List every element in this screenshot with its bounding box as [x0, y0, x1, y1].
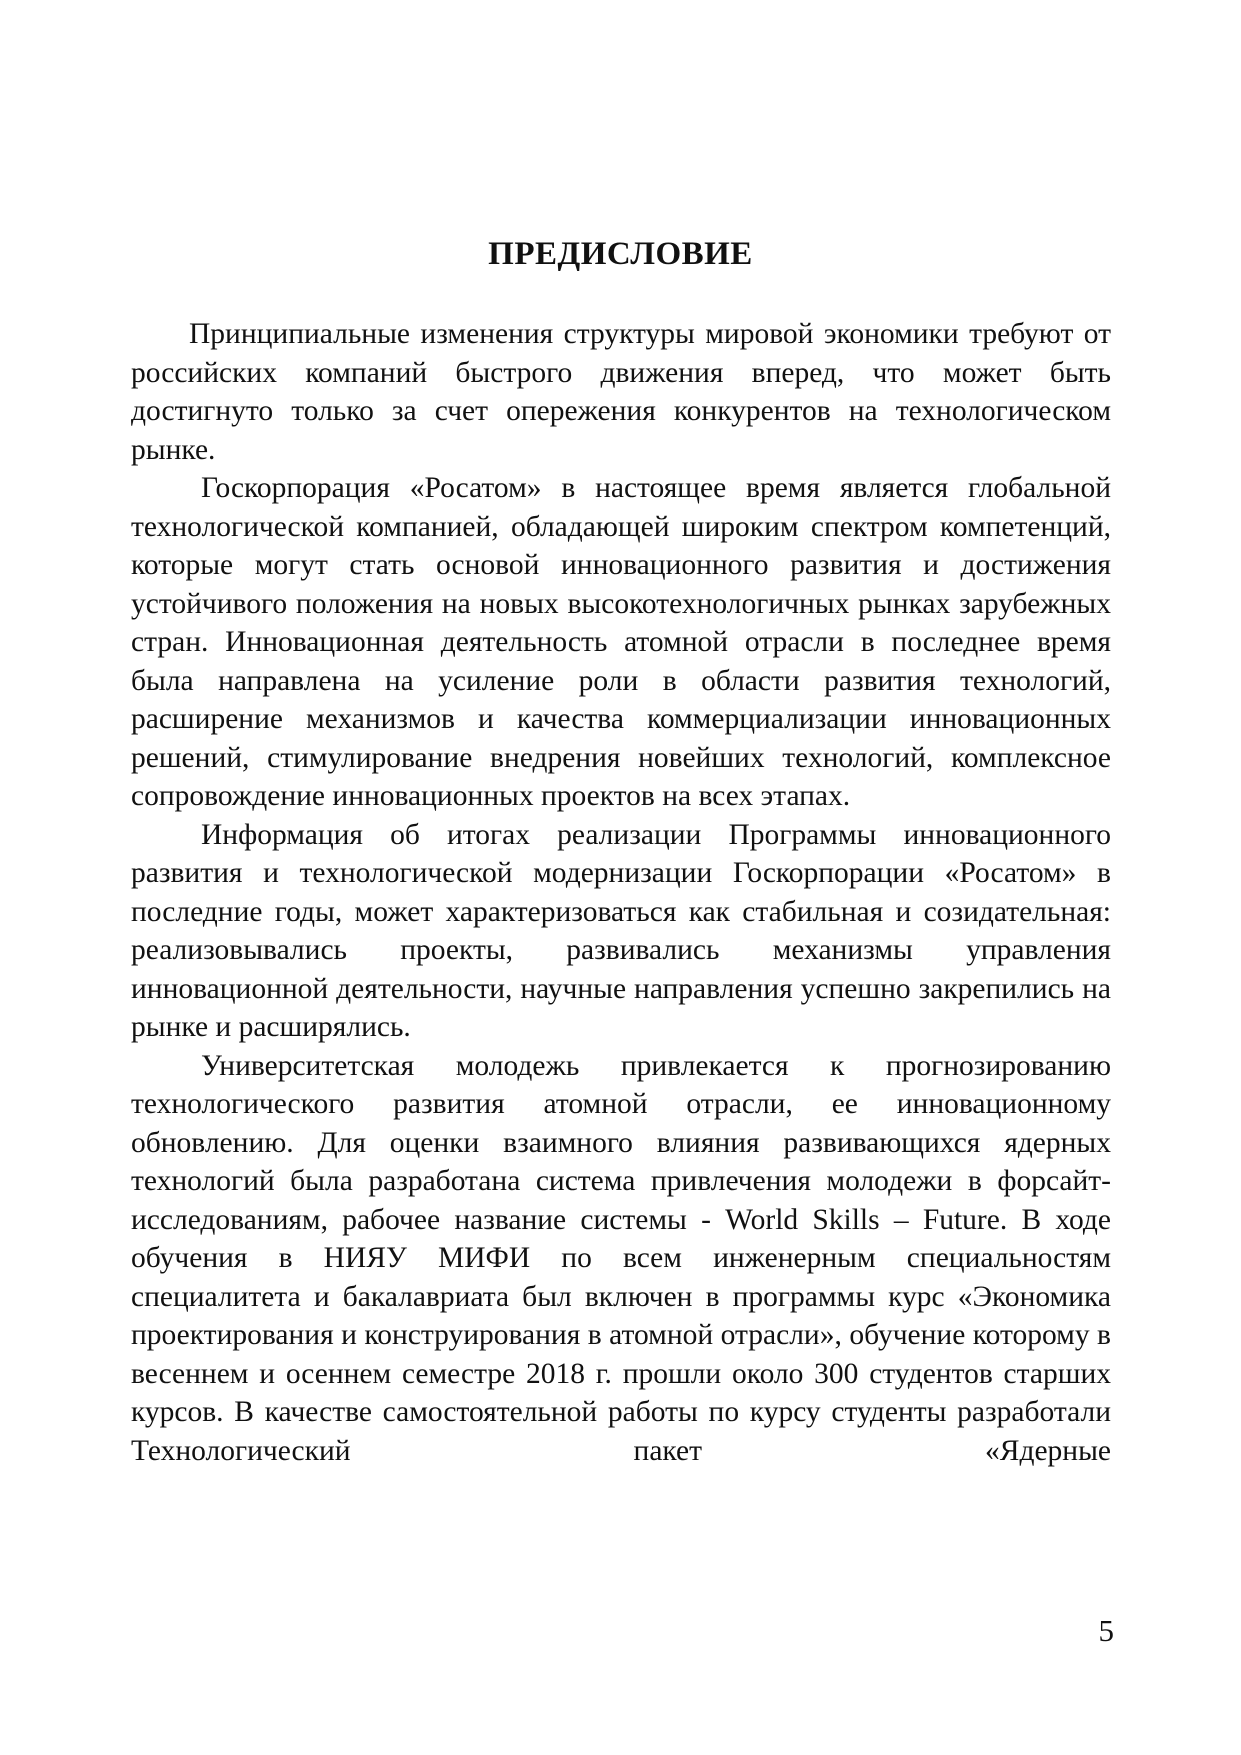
paragraph: Принципиальные изменения структуры мировой экономики требуют от российских компаний быстрого движения вперед, что может быть достигнуто только за счет опережения конкурентов на технологическом рынке.	[131, 318, 1111, 466]
paragraph: Университетская молодежь привлекается к прогнозированию технологического развития атомной отрасли, ее инновационному обновлению. Для оценки взаимного влияния развивающихся ядерных технологий была разработана система привлечения молодежи в форсайт-исследованиям, рабочее название системы - World Skills – Future. В ходе обучения в НИЯУ МИФИ по всем инженерным специальностям специалитета и бакалавриата был включен в программы курс «Экономика проектирования и конструирования в атомной отрасли», обучение которому в весеннем и осеннем семестре 2018 г. прошли около 300 студентов старших курсов. В качестве самостоятельной работы по курсу студенты разработали Технологический пакет «Ядерные	[131, 1049, 1111, 1467]
body-text	[131, 315, 1111, 1470]
paragraph: Госкорпорация «Росатом» в настоящее время является глобальной технологической компанией, обладающей широким спектром компетенций, которые могут стать основой инновационного развития и достижения устойчивого положения на новых высокотехнологичных рынках зарубежных стран. Инновационная деятельность атомной отрасли в последнее время была направлена на усиление роли в области развития технологий, расширение механизмов и качества коммерциализации инновационных решений, стимулирование внедрения новейших технологий, комплексное сопровождение инновационных проектов на всех этапах.	[131, 472, 1111, 812]
paragraph: Информация об итогах реализации Программы инновационного развития и технологической модернизации Госкорпорации «Росатом» в последние годы, может характеризоваться как стабильная и созидательная: реализовывались проекты, развивались механизмы управления инновационной деятельности, научные направления успешно закрепились на рынке и расширялись.	[131, 818, 1111, 1043]
page-number: 5	[1098, 1613, 1114, 1648]
page-title: ПРЕДИСЛОВИЕ	[488, 236, 753, 272]
